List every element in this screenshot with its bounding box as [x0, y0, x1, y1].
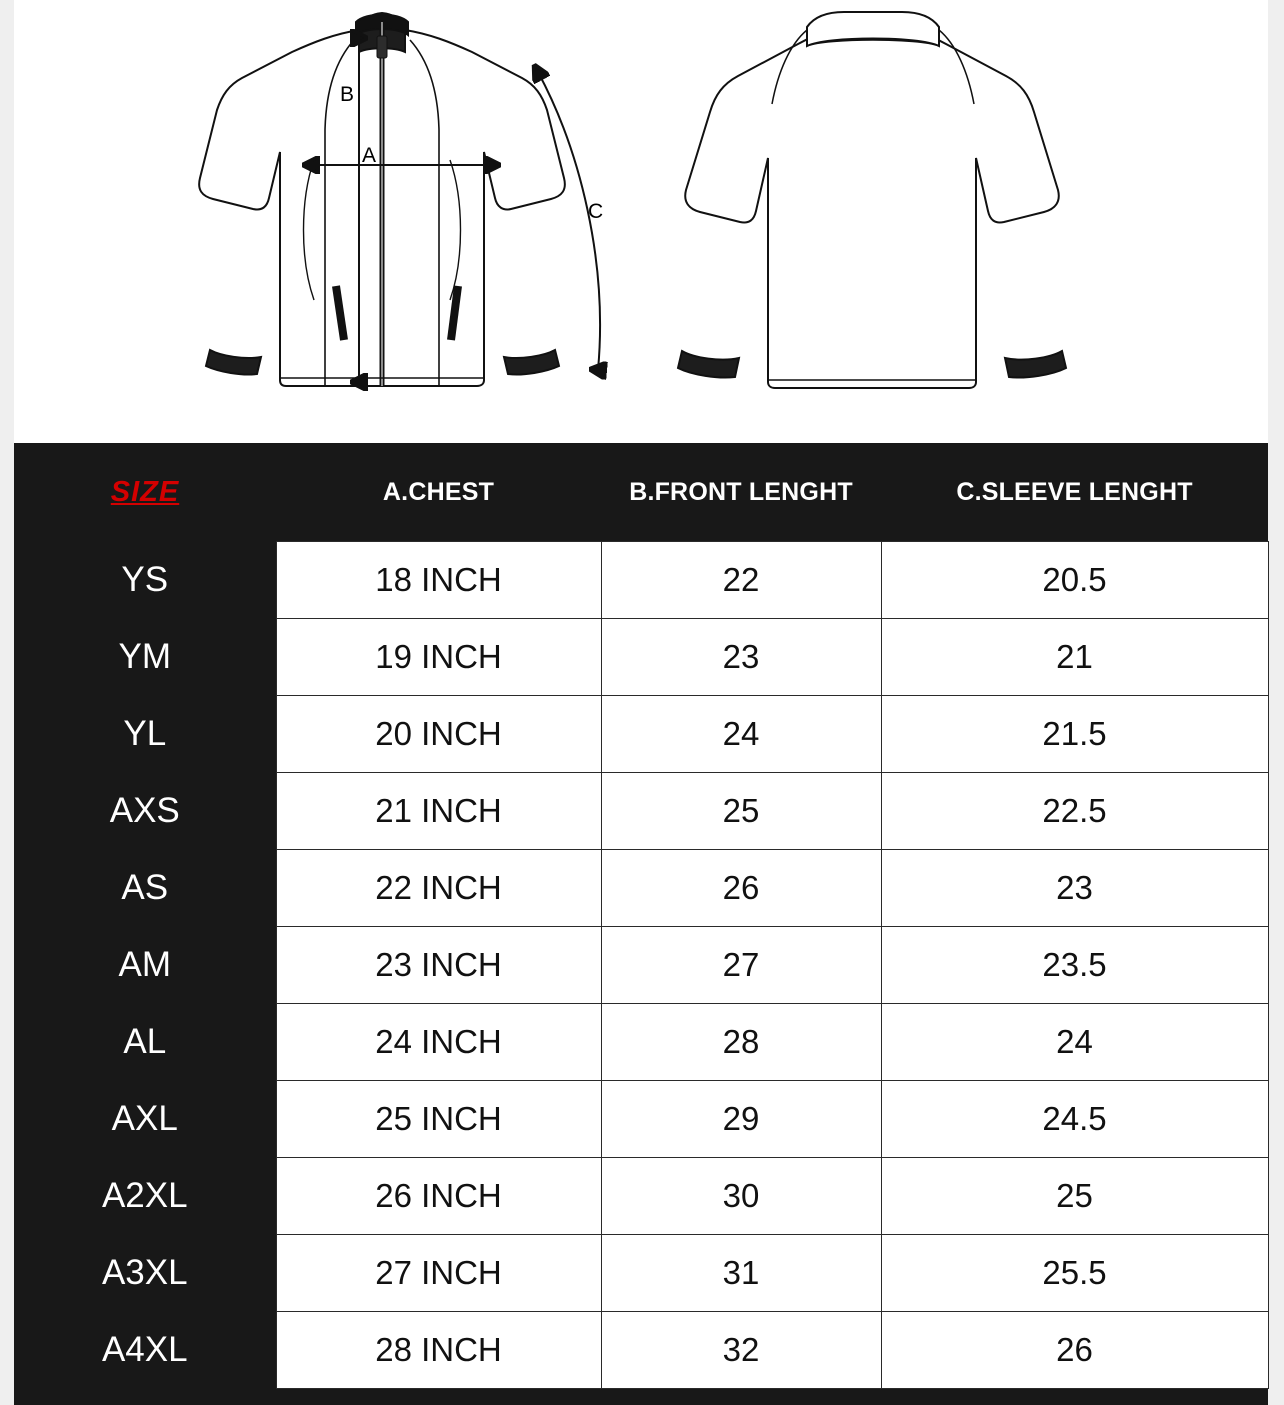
cell-size: A2XL	[14, 1158, 276, 1235]
cell-sleeve: 23	[881, 850, 1268, 927]
cell-size: A3XL	[14, 1235, 276, 1312]
cell-size: YS	[14, 542, 276, 619]
cell-front: 25	[601, 773, 881, 850]
cell-chest: 25 INCH	[276, 1081, 601, 1158]
cell-size: AXL	[14, 1081, 276, 1158]
column-header-size: SIZE	[14, 443, 276, 542]
label-c: C	[588, 200, 604, 223]
cell-front: 28	[601, 1004, 881, 1081]
cell-size: AL	[14, 1004, 276, 1081]
size-table	[14, 443, 1269, 1389]
cell-chest: 26 INCH	[276, 1158, 601, 1235]
label-b: B	[340, 83, 355, 106]
cell-front: 27	[601, 927, 881, 1004]
table-row	[14, 619, 1268, 696]
cell-front: 29	[601, 1081, 881, 1158]
jacket-back-view	[678, 12, 1066, 388]
table-row	[14, 773, 1268, 850]
label-a: A	[362, 144, 377, 167]
table-row	[14, 542, 1268, 619]
column-header-front: B.FRONT LENGHT	[601, 443, 881, 542]
cell-front: 22	[601, 542, 881, 619]
cell-size: A4XL	[14, 1312, 276, 1389]
cell-sleeve: 26	[881, 1312, 1268, 1389]
cell-sleeve: 23.5	[881, 927, 1268, 1004]
cell-sleeve: 21	[881, 619, 1268, 696]
cell-sleeve: 25.5	[881, 1235, 1268, 1312]
table-row	[14, 696, 1268, 773]
jacket-illustration-panel	[14, 0, 1268, 443]
column-header-chest: A.CHEST	[276, 443, 601, 542]
cell-chest: 20 INCH	[276, 696, 601, 773]
cell-front: 23	[601, 619, 881, 696]
table-body	[14, 542, 1268, 1389]
cell-size: AM	[14, 927, 276, 1004]
cell-front: 32	[601, 1312, 881, 1389]
jacket-front-view	[199, 13, 565, 386]
table-row	[14, 1235, 1268, 1312]
cell-front: 26	[601, 850, 881, 927]
cell-sleeve: 24.5	[881, 1081, 1268, 1158]
table-row	[14, 850, 1268, 927]
cell-chest: 18 INCH	[276, 542, 601, 619]
cell-chest: 21 INCH	[276, 773, 601, 850]
table-row	[14, 1312, 1268, 1389]
cell-chest: 24 INCH	[276, 1004, 601, 1081]
size-chart-table-panel	[14, 443, 1268, 1405]
cell-front: 24	[601, 696, 881, 773]
cell-chest: 19 INCH	[276, 619, 601, 696]
cell-size: YM	[14, 619, 276, 696]
cell-front: 31	[601, 1235, 881, 1312]
table-row	[14, 1081, 1268, 1158]
cell-chest: 27 INCH	[276, 1235, 601, 1312]
cell-chest: 23 INCH	[276, 927, 601, 1004]
cell-size: YL	[14, 696, 276, 773]
table-row	[14, 927, 1268, 1004]
table-header-row	[14, 443, 1268, 542]
cell-sleeve: 21.5	[881, 696, 1268, 773]
cell-size: AXS	[14, 773, 276, 850]
cell-sleeve: 24	[881, 1004, 1268, 1081]
cell-sleeve: 20.5	[881, 542, 1268, 619]
table-row	[14, 1158, 1268, 1235]
cell-size: AS	[14, 850, 276, 927]
cell-chest: 28 INCH	[276, 1312, 601, 1389]
cell-front: 30	[601, 1158, 881, 1235]
column-header-sleeve: C.SLEEVE LENGHT	[881, 443, 1268, 542]
cell-sleeve: 22.5	[881, 773, 1268, 850]
cell-sleeve: 25	[881, 1158, 1268, 1235]
table-row	[14, 1004, 1268, 1081]
cell-chest: 22 INCH	[276, 850, 601, 927]
